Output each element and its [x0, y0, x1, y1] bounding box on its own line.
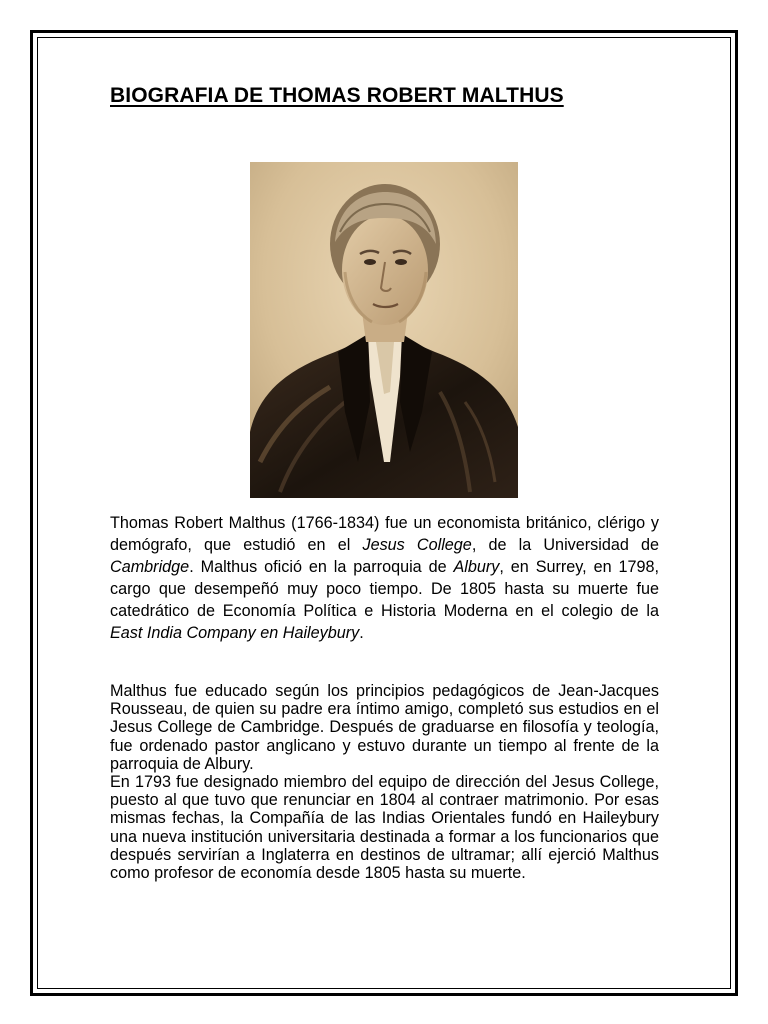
- biography-paragraph-2: Malthus fue educado según los principios pedagógicos de Jean-Jacques Rousseau, de quien su padre era íntimo amigo, completó sus estudios en el Jesus College de Cambridge. Después de graduarse en filosofía y teología, fue ordenado pastor anglicano y estuvo durante un tiempo al frente de la parroquia de Albury.: [110, 682, 659, 773]
- biography-body: [110, 682, 659, 882]
- biography-paragraph-3: En 1793 fue designado miembro del equipo de dirección del Jesus College, puesto al que tuvo que renunciar en 1804 al contraer matrimonio. Por esas mismas fechas, la Compañía de las Indias Orientales fundó en Haileybury una nueva institución universitaria destinada a formar a los funcionarios que después servirían a Inglaterra en destinos de ultramar; allí ejerció Malthus como profesor de economía desde 1805 hasta su muerte.: [110, 773, 659, 883]
- document-title: BIOGRAFIA DE THOMAS ROBERT MALTHUS: [110, 84, 564, 107]
- portrait-image: [250, 162, 518, 498]
- biography-paragraph-1: Thomas Robert Malthus (1766-1834) fue un economista británico, clérigo y demógrafo, que estudió en el Jesus College, de la Universidad de Cambridge. Malthus ofició en la parroquia de Albury, en Surrey, en 1798, cargo que desempeñó muy poco tiempo. De 1805 hasta su muerte fue catedrático de Economía Política e Historia Moderna en el colegio de la East India Company en Haileybury.: [110, 514, 660, 642]
